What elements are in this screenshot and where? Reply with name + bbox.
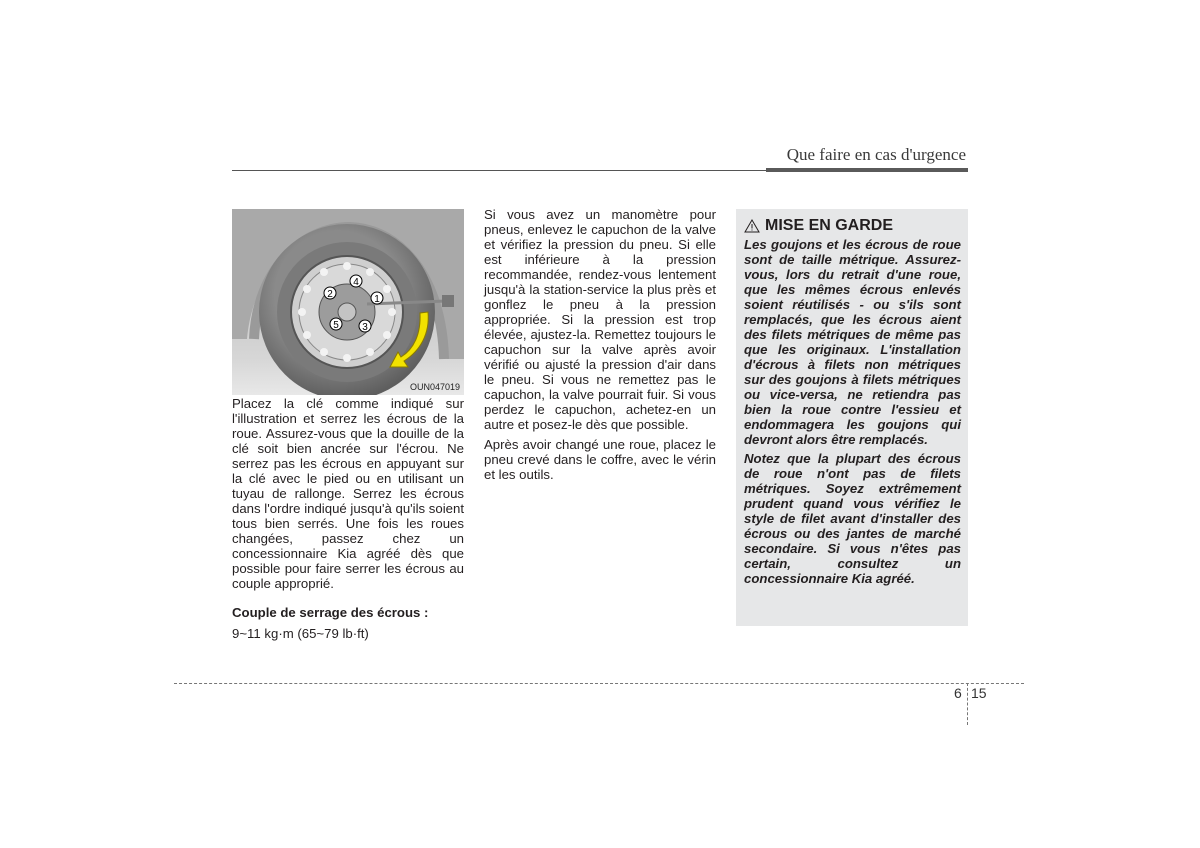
stow-tire-paragraph: Après avoir changé une roue, placez le pneu crevé dans le coffre, avec le vérin et les outils. <box>484 437 716 482</box>
torque-value: 9~11 kg·m (65~79 lb·ft) <box>232 626 369 641</box>
warning-paragraph-thread: Notez que la plupart des écrous de roue n'ont pas de filets métriques. Soyez extrêmement prudent quand vous vérifiez le style de filet avant d'installer des écrous ou des jantes de marché secondaire. Si vous n'êtes pas certain, consultez un concessionnaire Kia agréé. <box>744 451 961 586</box>
warning-heading <box>744 217 961 235</box>
svg-text:1: 1 <box>374 294 380 305</box>
figure-code: OUN047019 <box>409 382 460 392</box>
warning-paragraph-metric: Les goujons et les écrous de roue sont de taille métrique. Assurez-vous, lors du retrait d'une roue, que les mêmes écrous enlevés soient réutilisés - ou s'ils sont remplacés, que les écrous aient des filets métriques de même pas que les originaux. L'installation d'écrous à filets non métriques sur des goujons à filets métriques ou vice-versa, ne retiendra pas bien la roue contre l'essieu et endommagera les goujons qui devront alors être remplacés. <box>744 237 961 447</box>
left-column <box>232 396 464 641</box>
header-rule <box>232 170 766 171</box>
svg-text:2: 2 <box>327 289 333 300</box>
page-number: 15 <box>971 685 987 701</box>
svg-text:3: 3 <box>362 322 368 333</box>
torque-label: Couple de serrage des écrous : <box>232 605 429 620</box>
svg-text:5: 5 <box>333 320 339 331</box>
warning-box <box>736 209 968 626</box>
header-accent-bar <box>766 168 968 172</box>
middle-column <box>484 207 716 482</box>
tire-pressure-paragraph: Si vous avez un manomètre pour pneus, enlevez le capuchon de la valve et vérifiez la pression du pneu. Si elle est inférieure à la pression recommandée, rendez-vous lentement jusqu'à la station-service la plus près et gonflez le pneu à la pression appropriée. Si la pression est trop élevée, ajustez-la. Remettez toujours le capuchon sur la valve après avoir vérifié ou ajusté la pression d'air dans le pneu. Si vous ne remettez pas le capuchon, la valve pourrait fuir. Si vous perdez le capuchon, achetez-en un autre et posez-le dès que possible. <box>484 207 716 432</box>
wheel-drawing <box>232 209 464 395</box>
chapter-number: 6 <box>954 685 962 701</box>
footer-divider <box>967 683 968 725</box>
footer-rule <box>174 683 1024 684</box>
warning-title: MISE EN GARDE <box>765 217 894 234</box>
lug-nut-instructions: Placez la clé comme indiqué sur l'illustration et serrez les écrous de la roue. Assurez-vous que la douille de la clé soit bien ancrée sur l'écrou. Ne serrez pas les écrous en appuyant sur la clé avec le pied ou en utilisant un tuyau de rallonge. Serrez les écrous dans l'ordre indiqué jusqu'à qu'ils soient tous bien serrés. Une fois les roues changées, passez chez un concessionnaire Kia agréé dès que possible pour faire serrer les écrous au couple approprié. <box>232 396 464 591</box>
warning-body <box>744 237 961 586</box>
warning-triangle-icon <box>744 219 760 233</box>
wheel-illustration <box>232 209 464 395</box>
section-title: Que faire en cas d'urgence <box>786 145 966 164</box>
svg-text:4: 4 <box>353 277 359 288</box>
